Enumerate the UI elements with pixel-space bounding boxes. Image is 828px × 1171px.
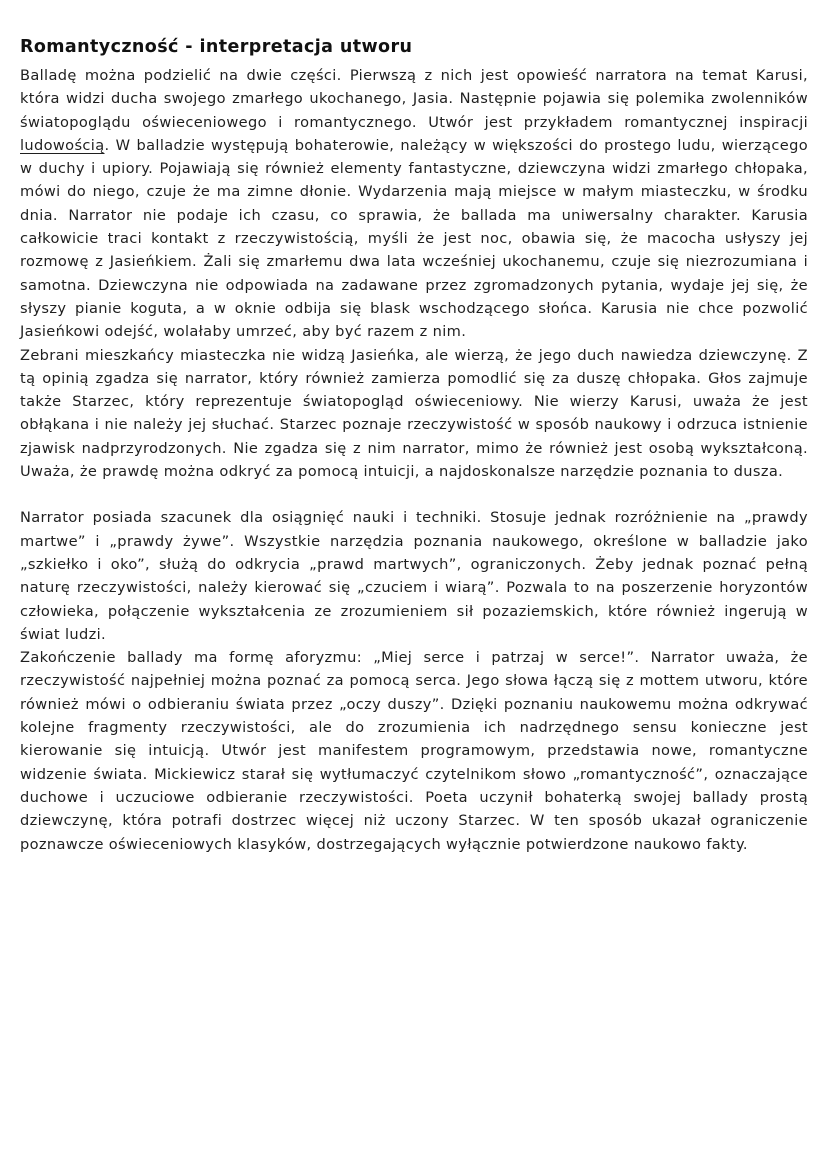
document-page xyxy=(20,34,808,856)
paragraph-2: Zebrani mieszkańcy miasteczka nie widzą Jasieńka, ale wierzą, że jego duch nawiedza dziewczynę. Z tą opinią zgadza się narrator, który również zamierza pomodlić się za duszę chłopaka. Głos zajmuje także Starzec, który reprezentuje światopogląd oświeceniowy. Nie wierzy Karusi, uważa że jest obłąkana i nie należy jej słuchać. Starzec poznaje rzeczywistość w sposób naukowy i odrzuca istnienie zjawisk nadprzyrodzonych. Nie zgadza się z nim narrator, mimo że również jest osobą wykształconą. Uważa, że prawdę można odkryć za pomocą intuicji, a najdoskonalsze narzędzie poznania to dusza. xyxy=(20,346,808,481)
ludowosc-link[interactable]: ludowością xyxy=(20,136,105,154)
page-title: Romantyczność - interpretacja utworu xyxy=(20,37,413,57)
paragraph-1-text-after: . W balladzie występują bohaterowie, należący w większości do prostego ludu, wierzącego w duchy i upiory. Pojawiają się również elementy fantastyczne, dziewczyna widzi zmarłego chłopaka, mówi do niego, czuje że ma zimne dłonie. Wydarzenia mają miejsce w małym miasteczku, w środku dnia. Narrator nie podaje ich czasu, co sprawia, że ballada ma uniwersalny charakter. Karusia całkowicie traci kontakt z rzeczywistością, myśli że jest noc, obawia się, że macocha usłyszy jej rozmowę z Jasieńkiem. Żali się zmarłemu dwa lata wcześniej ukochanemu, czuje się niezrozumiana i samotna. Dziewczyna nie odpowiada na zadawane przez zgromadzonych pytania, wydaje jej się, że słyszy pianie koguta, a w oknie odbija się blask wschodzącego słońca. Karusia nie chce pozwolić Jasieńkowi odejść, wolałaby umrzeć, aby być razem z nim. xyxy=(20,136,808,341)
paragraph-1-text-before: Balladę można podzielić na dwie części. Pierwszą z nich jest opowieść narratora na temat Karusi, która widzi ducha swojego zmarłego ukochanego, Jasia. Następnie pojawia się polemika zwolenników światopoglądu oświeceniowego i romantycznego. Utwór jest przykładem romantycznej inspiracji xyxy=(20,67,808,131)
paragraph-4: Zakończenie ballady ma formę aforyzmu: „Miej serce i patrzaj w serce!”. Narrator uważa, że rzeczywistość najpełniej można poznać za pomocą serca. Jego słowa łączą się z mottem utworu, które również mówi o odbieraniu świata przez „oczy duszy”. Dzięki poznaniu naukowemu można odkrywać kolejne fragmenty rzeczywistości, ale do zrozumienia ich nadrzędnego sensu konieczne jest kierowanie się intuicją. Utwór jest manifestem programowym, przedstawia nowe, romantyczne widzenie świata. Mickiewicz starał się wytłumaczyć czytelnikom słowo „romantyczność”, oznaczające duchowe i uczuciowe odbieranie rzeczywistości. Poeta uczynił bohaterką swojej ballady prostą dziewczynę, która potrafi dostrzec więcej niż uczony Starzec. W ten sposób ukazał ograniczenie poznawcze oświeceniowych klasyków, dostrzegających wyłącznie potwierdzone naukowo fakty. xyxy=(20,649,808,853)
paragraph-3: Narrator posiada szacunek dla osiągnięć nauki i techniki. Stosuje jednak rozróżnienie na „prawdy martwe” i „prawdy żywe”. Wszystkie narzędzia poznania naukowego, określone w balladzie jako „szkiełko i oko”, służą do odkrycia „prawd martwych”, ograniczonych. Żeby jednak poznać pełną naturę rzeczywistości, należy kierować się „czuciem i wiarą”. Pozwala to na poszerzenie horyzontów człowieka, połączenie wykształcenia ze zrozumieniem sił pozaziemskich, które również ingerują w świat ludzi. xyxy=(20,509,808,643)
paragraph-1 xyxy=(20,64,808,344)
